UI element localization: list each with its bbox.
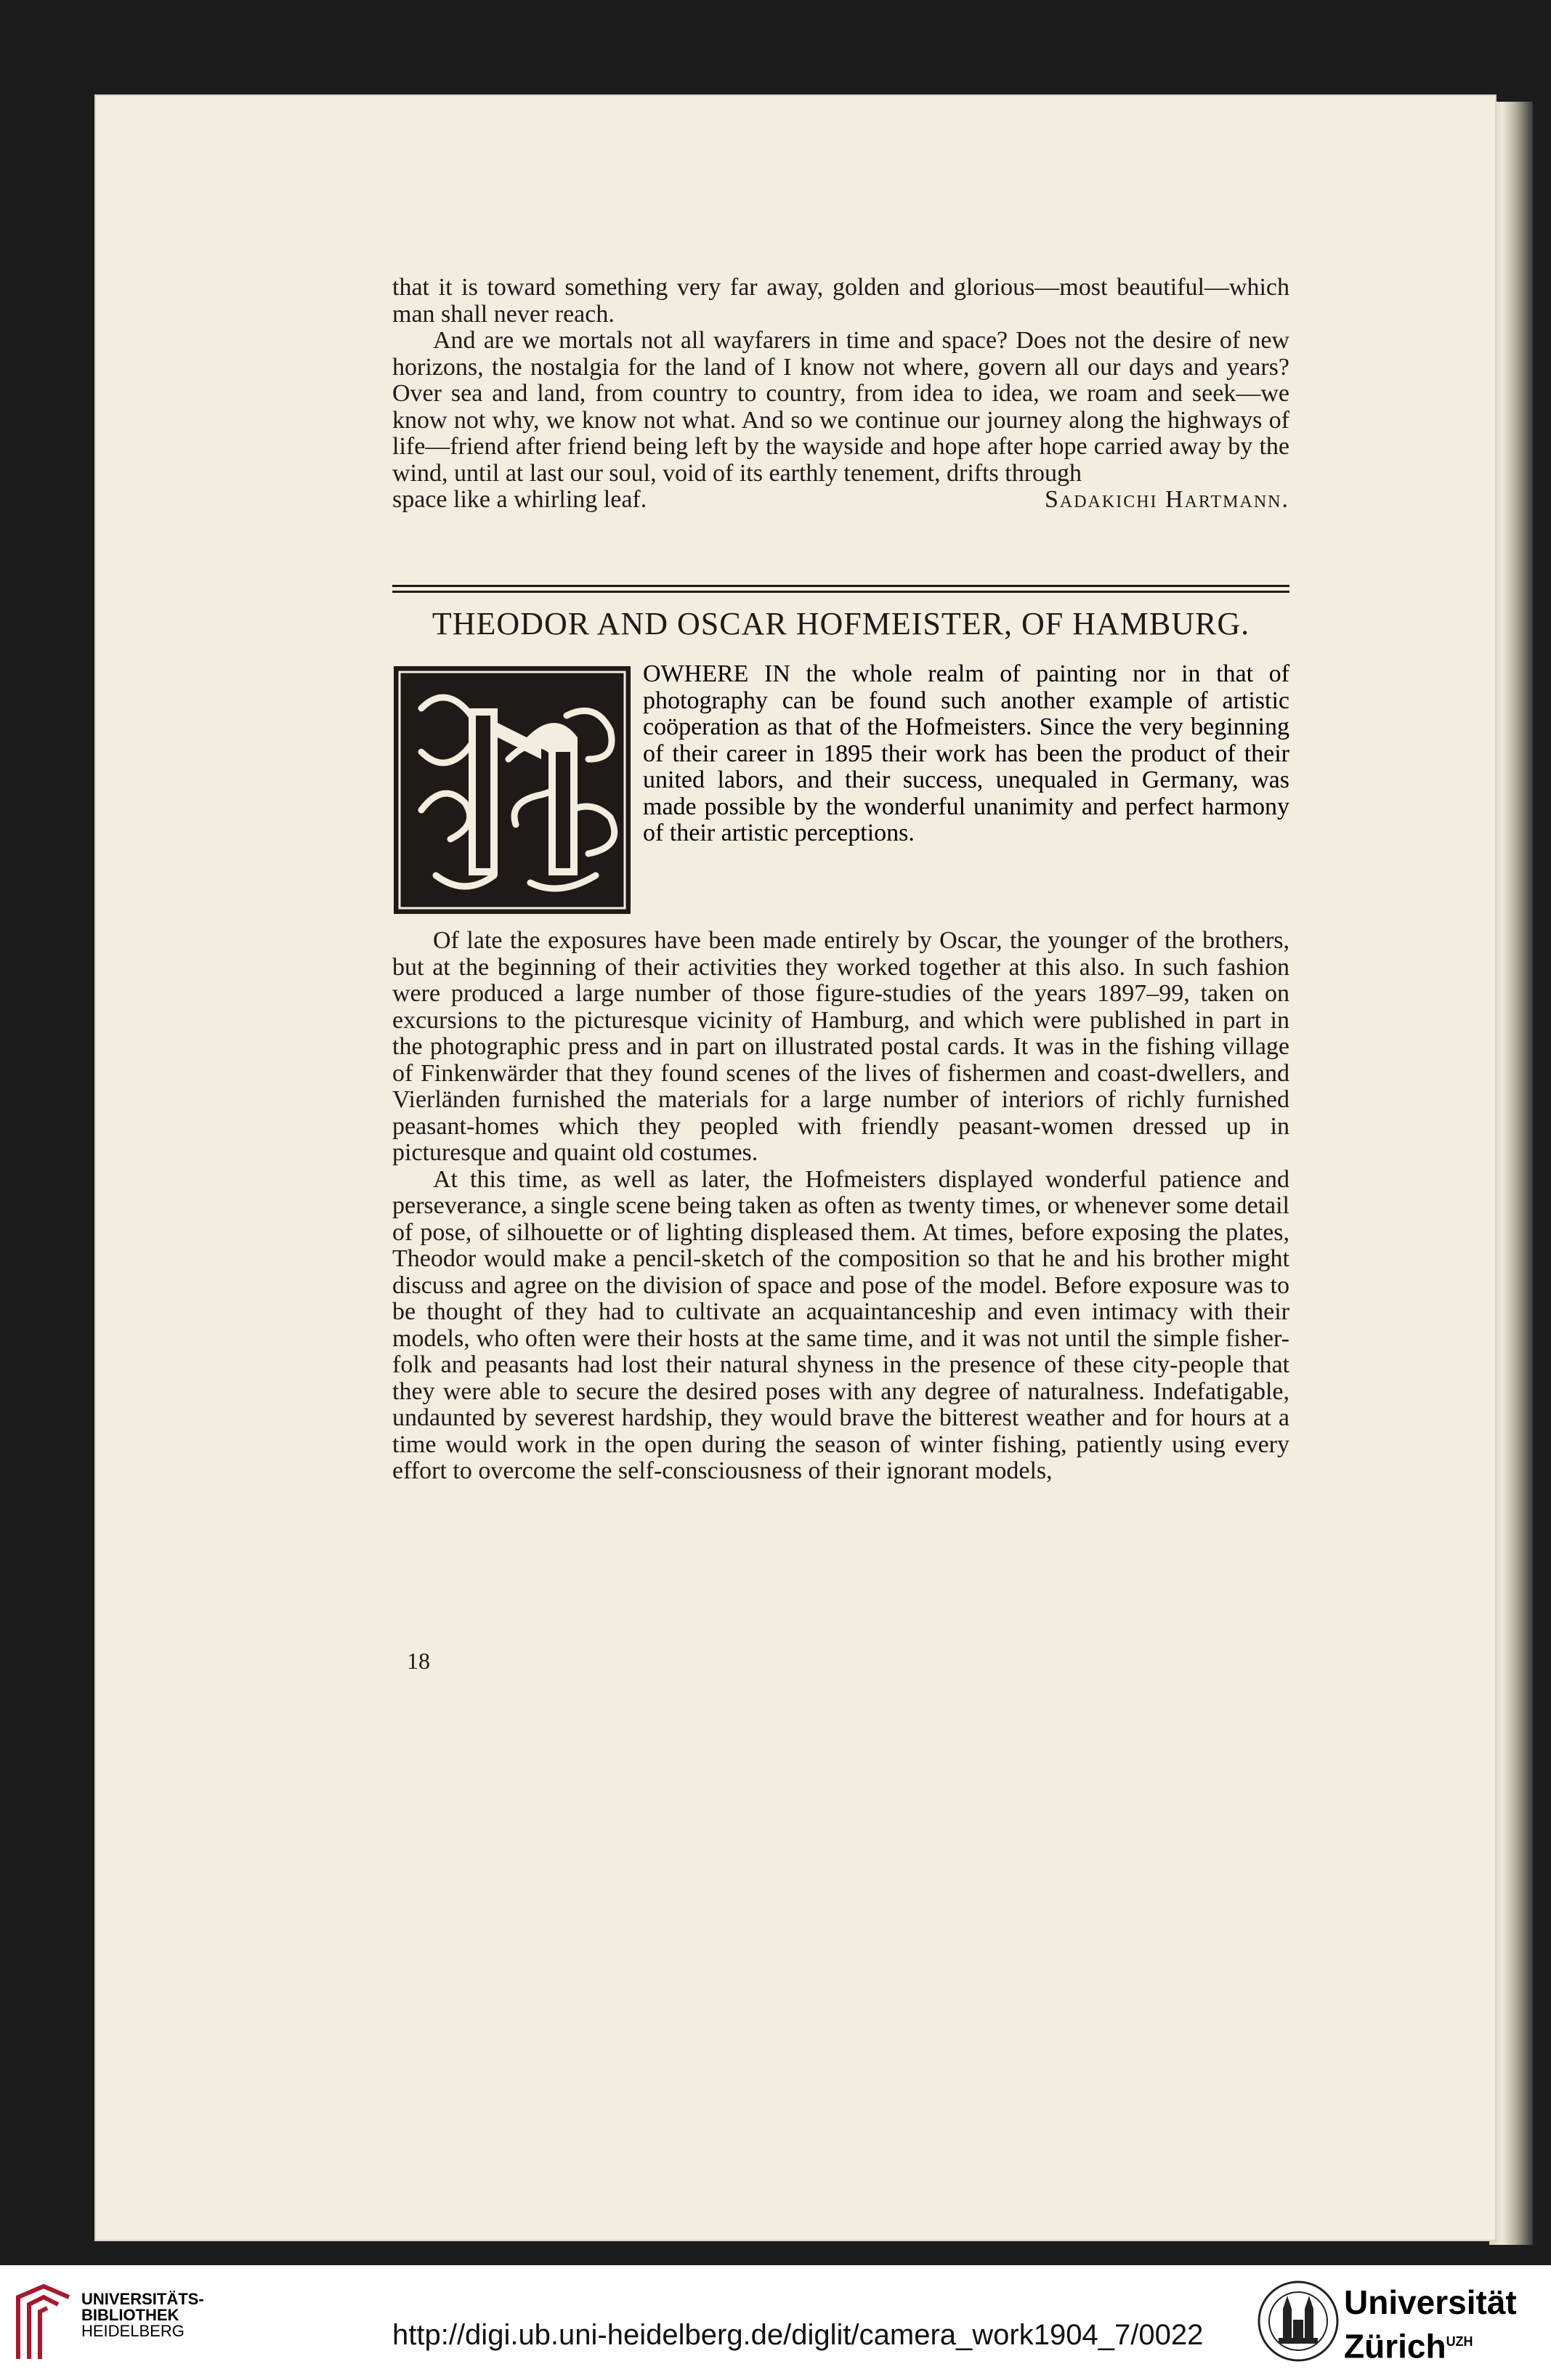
essay-ending [392, 275, 1289, 514]
uzh-name [1344, 2283, 1517, 2365]
page-number: 18 [407, 1648, 430, 1674]
ub-heidelberg-logo-icon [15, 2283, 73, 2366]
paragraph-at-this-time: At this time, as well as later, the Hofmeisters displayed wonderful patience and perseverance, a single scene being taken as often as twenty times, or whenever some detail of pose, of silhouette or of lighting displeased them. At times, before exposing the plates, Theodor would make a pencil-sketch of the composition so that he and his brother might discuss and agree on the division of space and pose of the model. Before exposure was to be thought of they had to cultivate an acquaintanceship and even intimacy with their models, who often were their hosts at the same time, and it was not until the simple fisher-folk and peasants had lost their natural shyness in the presence of these city-people that they were able to secure the desired poses with any degree of naturalness. Indefatigable, undaunted by severest hardship, they would brave the bitterest weather and for hours at a time would work in the open during the season of winter fishing, patiently using every effort to overcome the self-consciousness of their ignorant models, [392, 1165, 1289, 1484]
article-body [392, 928, 1289, 1485]
permalink-url[interactable]: http://digi.ub.uni-heidelberg.de/diglit/camera_work1904_7/0022 [392, 2319, 1204, 2351]
uzh-line-1: Universität [1344, 2283, 1517, 2321]
footer-bar [0, 2265, 1551, 2380]
opening-paragraph-box [643, 661, 1289, 847]
last-line: space like a whirling leaf. [392, 486, 647, 513]
ub-line-2: BIBLIOTHEK [81, 2306, 179, 2324]
uzh-superscript: UZH [1446, 2334, 1473, 2349]
uzh-seal-icon [1257, 2280, 1340, 2367]
article-title: THEODOR AND OSCAR HOFMEISTER, OF HAMBURG. [432, 606, 1250, 641]
uzh-line-2-wrap [1344, 2322, 1517, 2365]
ub-heidelberg-name [81, 2291, 204, 2339]
paragraph-of-late: Of late the exposures have been made entirely by Oscar, the younger of the brothers, but at the beginning of their activities they worked together at this also. In such fashion were produced a large number of those figure-studies of the years 1897–99, taken on excursions to the picturesque vicinity of Hamburg, and which were published in part in the photographic press and in part on illustrated postal cards. It was in the fishing village of Finkenwärder that they found scenes of the lives of fishermen and coast-dwellers, and Vierländen furnished the materials for a large number of interiors of richly furnished peasant-homes which they peopled with friendly peasant-women dressed up in picturesque and quaint old costumes. [392, 927, 1289, 1166]
opening-paragraph: OWHERE IN the whole realm of painting nor in that of photography can be found such another example of artistic coöperation as that of the Hofmeisters. Since the very beginning of their career in 1895 their work has been the product of their united labors, and their success, unequaled in Germany, was made possible by the wonderful unanimity and perfect harmony of their artistic perceptions. [643, 660, 1289, 846]
paragraph-continuation: that it is toward something very far away, golden and glorious—most beautiful—which man shall never reach. [392, 274, 1289, 328]
paragraph-wayfarers: And are we mortals not all wayfarers in time and space? Does not the desire of new horizons, the nostalgia for the land of I know not where, govern all our days and years? Over sea and land, from country to country, from idea to idea, we roam and seek—we know not why, we know not what. And so we continue our journey along the highways of life—friend after friend being left by the wayside and hope after hope carried away by the wind, until at last our soul, void of its earthly tenement, drifts through [392, 327, 1289, 487]
double-rule [392, 585, 1289, 594]
closing-line [392, 487, 1289, 514]
ub-line-3: HEIDELBERG [81, 2322, 185, 2340]
author-signature: Sadakichi Hartmann. [1044, 486, 1289, 513]
ornamental-initial [392, 665, 632, 915]
uzh-line-2: Zürich [1344, 2327, 1446, 2365]
ub-line-1: UNIVERSITÄTS- [81, 2290, 204, 2308]
